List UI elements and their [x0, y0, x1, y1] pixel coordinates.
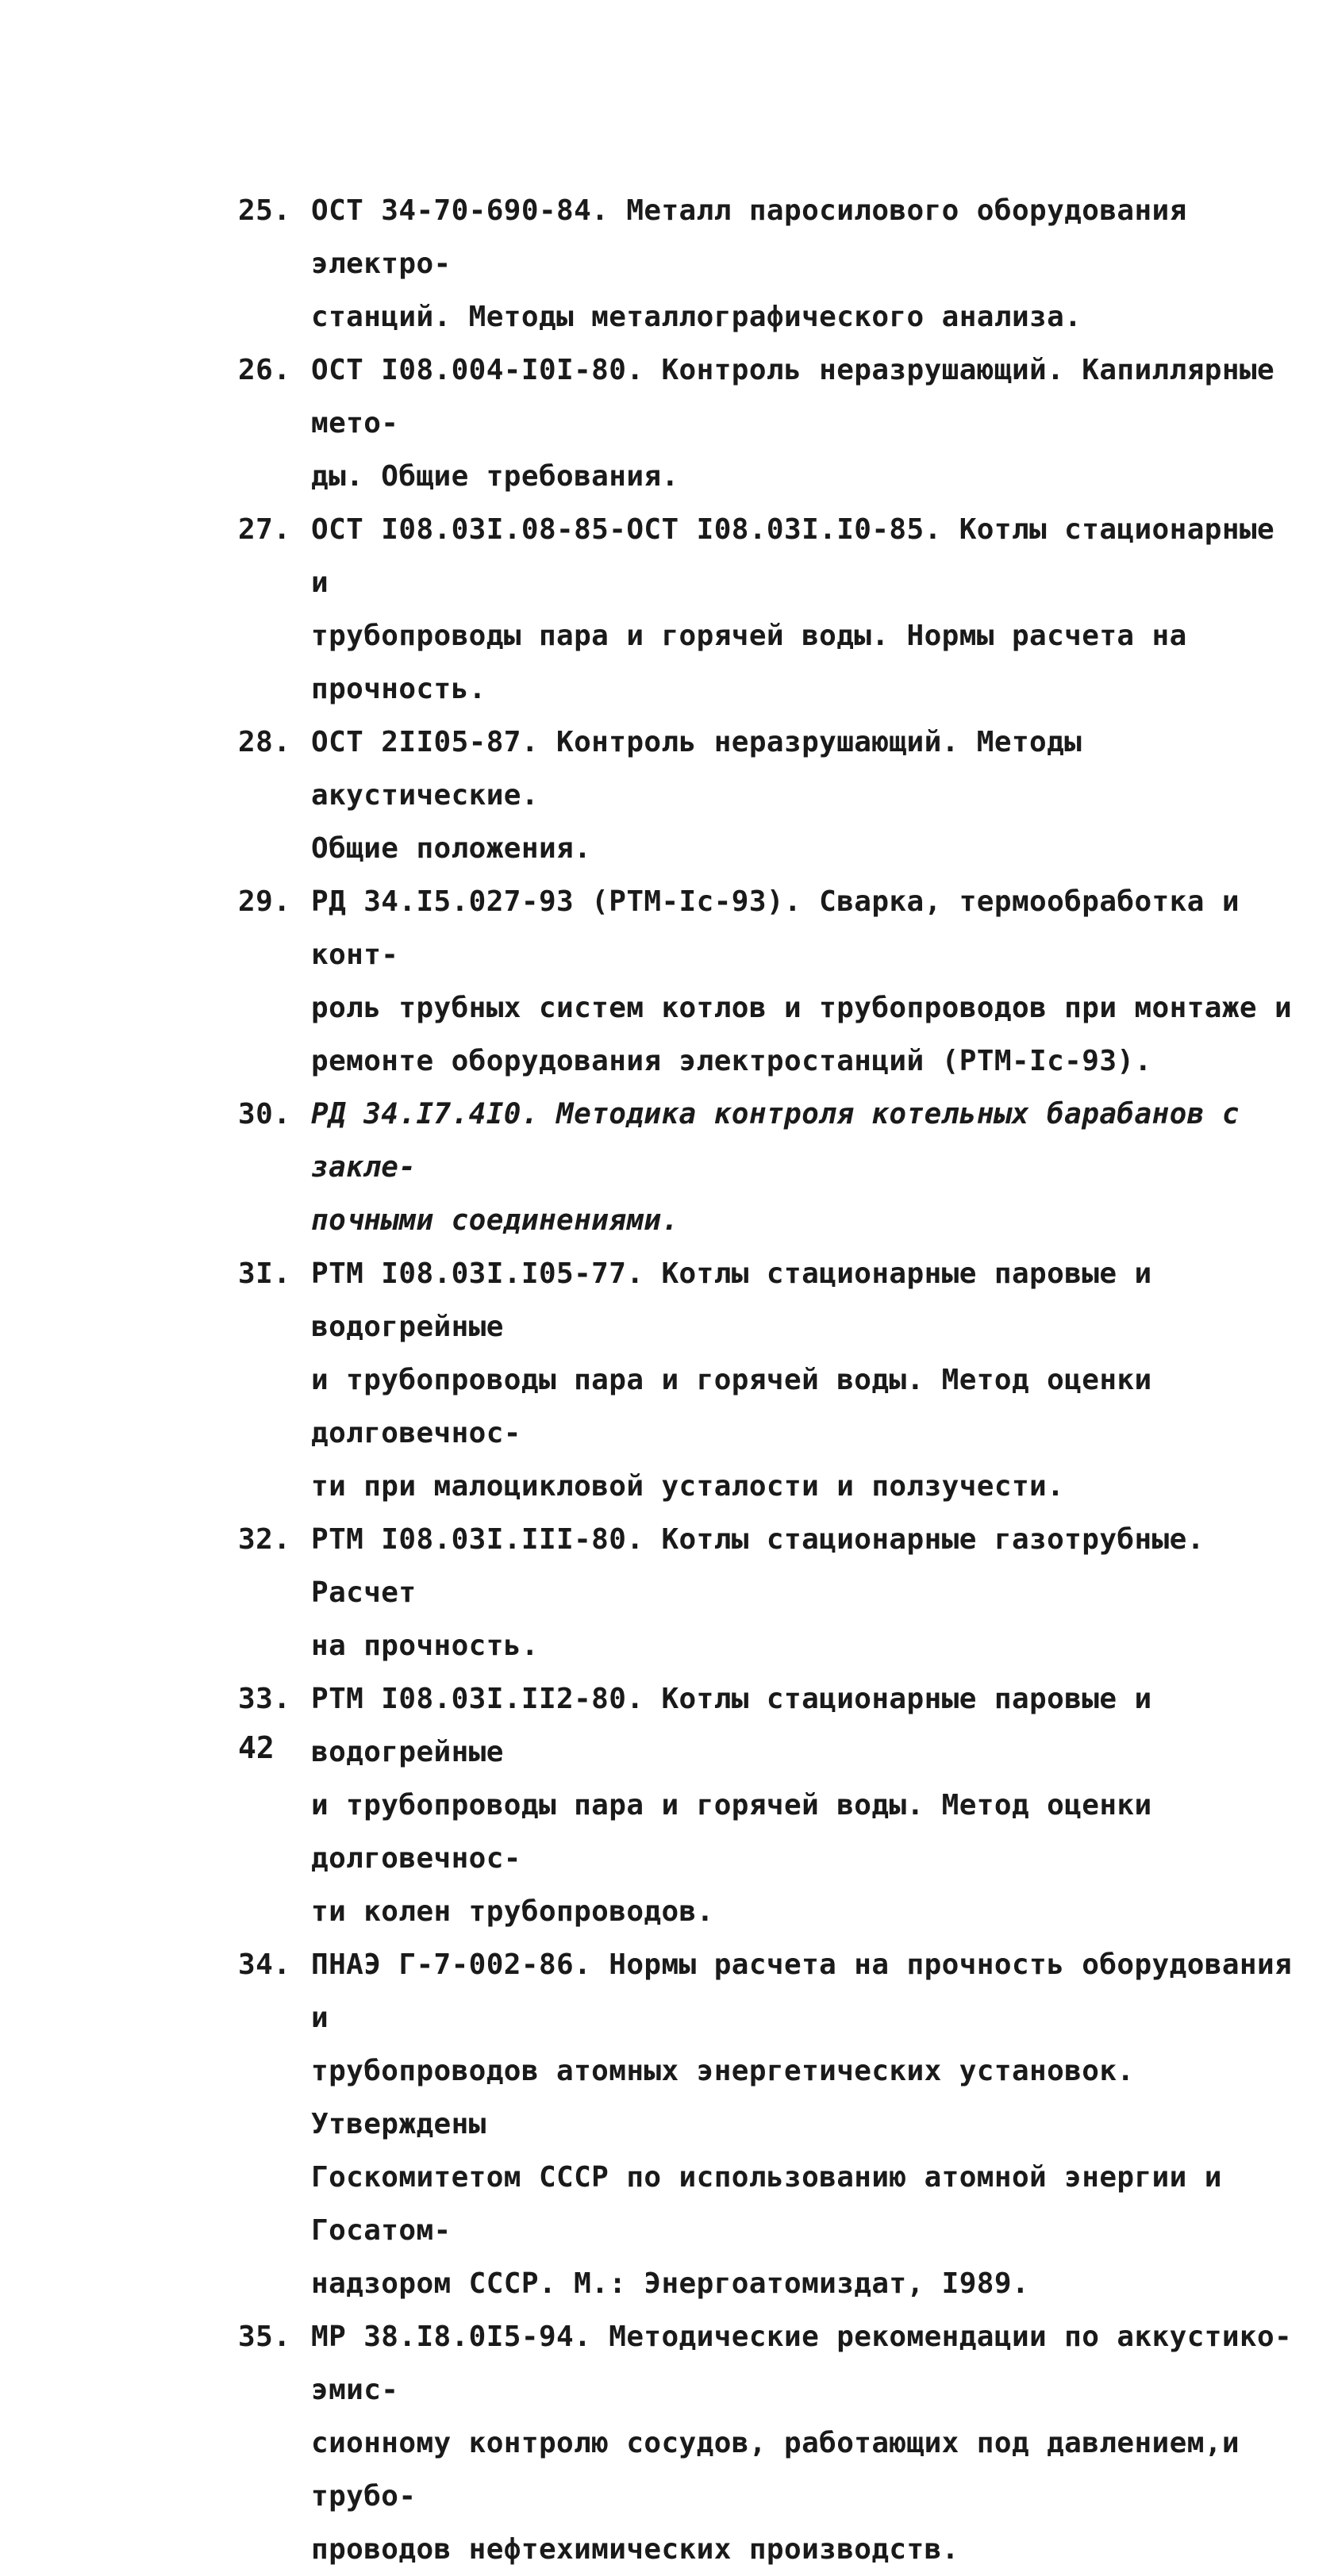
reference-text: [311, 344, 1301, 503]
reference-line: РТМ I08.03I.I05-77. Котлы стационарные паровые и водогрейные: [311, 1257, 1170, 1343]
reference-line: почными соединениями.: [311, 1204, 679, 1237]
reference-number: 28.: [238, 726, 291, 758]
reference-line: проводов нефтехимических производств.: [311, 2533, 959, 2566]
reference-line: ОСТ I08.004-I0I-80. Контроль неразрушающий. Капиллярные мето-: [311, 354, 1293, 440]
reference-line: РД 34.I7.4I0. Методика контроля котельных барабанов с закле-: [311, 1098, 1257, 1184]
reference-line: РТМ I08.03I.II2-80. Котлы стационарные паровые и водогрейные: [311, 1683, 1170, 1768]
reference-item: [238, 1938, 1310, 2310]
reference-number: 30.: [238, 1098, 291, 1131]
reference-number: 34.: [238, 1948, 291, 1981]
reference-line: трубопроводы пара и горячей воды. Нормы расчета на прочность.: [311, 620, 1205, 705]
reference-item: [238, 2310, 1301, 2576]
reference-line: ти при малоцикловой усталости и ползучести.: [311, 1470, 1065, 1503]
reference-item: [238, 503, 1301, 716]
reference-item: [238, 875, 1301, 1088]
reference-line: роль трубных систем котлов и трубопроводов при монтаже и: [311, 992, 1293, 1024]
reference-number: 26.: [238, 354, 291, 386]
reference-line: трубопроводов атомных энергетических установок. Утверждены: [311, 2055, 1152, 2140]
reference-line: и трубопроводы пара и горячей воды. Метод оценки долговечнос-: [311, 1364, 1170, 1449]
reference-line: ОСТ I08.03I.08-85-ОСТ I08.03I.I0-85. Котлы стационарные и: [311, 513, 1293, 599]
reference-text: [311, 875, 1301, 1088]
reference-line: надзором СССР. М.: Энергоатомиздат, I989.: [311, 2267, 1030, 2300]
reference-number: 33.: [238, 1683, 291, 1715]
reference-item: [238, 716, 1301, 875]
reference-item: [238, 184, 1301, 344]
reference-text: [311, 1513, 1301, 1672]
reference-number: 35.: [238, 2321, 291, 2353]
reference-text: [311, 1247, 1301, 1513]
reference-line: сионному контролю сосудов, работающих под давлением,и трубо-: [311, 2427, 1257, 2513]
reference-number: 3I.: [238, 1257, 291, 1290]
reference-line: ПНАЭ Г-7-002-86. Нормы расчета на прочность оборудования и: [311, 1948, 1310, 2034]
reference-line: РТМ I08.03I.III-80. Котлы стационарные газотрубные. Расчет: [311, 1523, 1222, 1609]
reference-text: [311, 184, 1301, 344]
reference-line: РД 34.I5.027-93 (РТМ-Iс-93). Сварка, термообработка и конт-: [311, 885, 1257, 971]
reference-number: 32.: [238, 1523, 291, 1556]
reference-item: [238, 1088, 1301, 1247]
reference-number: 27.: [238, 513, 291, 546]
reference-number: 25.: [238, 194, 291, 227]
reference-line: Общие положения.: [311, 832, 592, 865]
reference-line: МР 38.I8.0I5-94. Методические рекомендации по аккустико-эмис-: [311, 2321, 1293, 2406]
reference-line: ды. Общие требования.: [311, 460, 679, 493]
reference-item: [238, 1247, 1301, 1513]
reference-number: 29.: [238, 885, 291, 918]
reference-text: [311, 1938, 1310, 2310]
reference-line: ОСТ 2II05-87. Контроль неразрушающий. Методы акустические.: [311, 726, 1100, 812]
reference-text: [311, 503, 1301, 716]
reference-text: [311, 1672, 1301, 1938]
reference-text: [311, 2310, 1301, 2576]
reference-line: станций. Методы металлографического анализа.: [311, 301, 1082, 333]
reference-line: ремонте оборудования электростанций (РТМ-Iс-93).: [311, 1045, 1152, 1077]
reference-text: [311, 716, 1301, 875]
reference-line: и трубопроводы пара и горячей воды. Метод оценки долговечнос-: [311, 1789, 1170, 1875]
reference-item: [238, 1672, 1301, 1938]
reference-line: ти колен трубопроводов.: [311, 1895, 714, 1928]
reference-item: [238, 344, 1301, 503]
reference-line: Госкомитетом СССР по использованию атомной энергии и Госатом-: [311, 2161, 1240, 2247]
page-number: 42: [238, 1730, 275, 1765]
reference-item: [238, 1513, 1301, 1672]
reference-line: на прочность.: [311, 1630, 539, 1662]
reference-text: [311, 1088, 1301, 1247]
reference-list: [238, 184, 1310, 2576]
reference-line: ОСТ 34-70-690-84. Металл паросилового оборудования электро-: [311, 194, 1205, 280]
